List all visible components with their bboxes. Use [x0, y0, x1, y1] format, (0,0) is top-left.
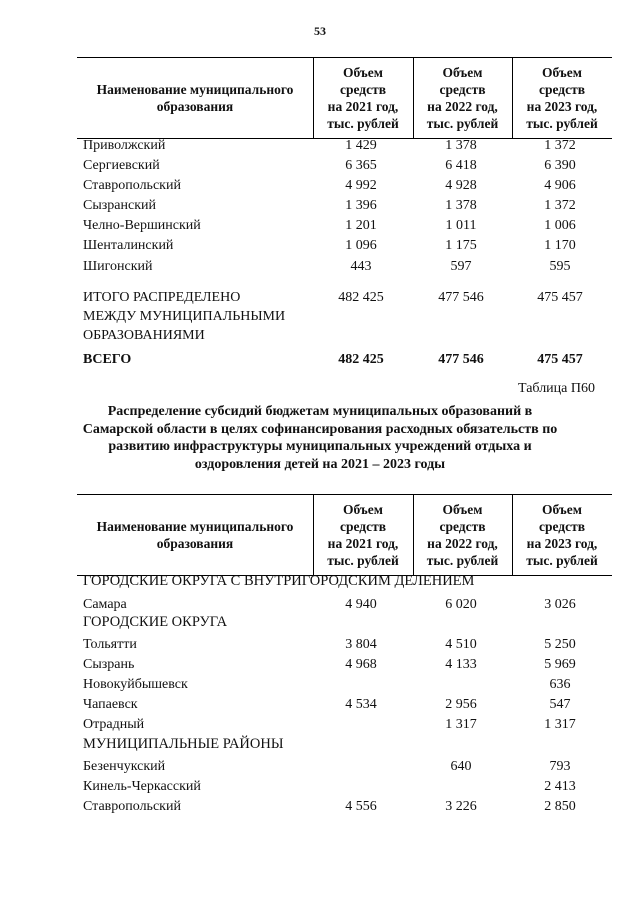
row-value-2023: 547	[549, 697, 571, 712]
section-title: ГОРОДСКИЕ ОКРУГА	[83, 614, 228, 630]
row-value-2022: 2 956	[445, 697, 477, 712]
row-value-2023: 595	[549, 259, 571, 274]
row-value-2021: 4 940	[345, 597, 377, 612]
row-value-2022: 640	[450, 759, 472, 774]
page-number: 53	[314, 24, 326, 38]
section-title: МУНИЦИПАЛЬНЫЕ РАЙОНЫ	[83, 736, 284, 752]
table-row	[0, 757, 640, 777]
table-row	[0, 777, 640, 797]
row-value-2022: 4 510	[445, 637, 477, 652]
row-name: Челно-Вершинский	[83, 218, 201, 233]
row-value-2022: 597	[450, 259, 472, 274]
row-value-2022: 6 418	[445, 158, 477, 173]
row-value-2022: 4 928	[445, 178, 477, 193]
row-value-2021: 4 992	[345, 178, 377, 193]
table-row	[0, 136, 640, 156]
row-value-2021: 4 556	[345, 799, 377, 814]
table-row	[0, 257, 640, 277]
row-value-2023: 6 390	[544, 158, 576, 173]
table-row	[0, 216, 640, 236]
table2-title	[60, 403, 580, 473]
itogo-label-line2: МЕЖДУ МУНИЦИПАЛЬНЫМИ	[83, 309, 286, 324]
table2-header-2022: Объем средств на 2022 год, тыс. рублей	[426, 502, 499, 568]
table2-header-2023: Объем средств на 2023 год, тыс. рублей	[526, 502, 598, 568]
row-value-2022: 4 133	[445, 657, 477, 672]
row-value-2021: 1 201	[345, 218, 377, 233]
row-name: Ставропольский	[83, 799, 181, 814]
row-value-2021: 4 968	[345, 657, 377, 672]
row-value-2022: 1 011	[445, 218, 477, 233]
row-value-2021: 3 804	[345, 637, 377, 652]
table1-header-2021: Объем средств на 2021 год, тыс. рублей	[327, 65, 399, 131]
row-value-2023: 793	[549, 759, 571, 774]
table1-header-2022: Объем средств на 2022 год, тыс. рублей	[426, 65, 499, 131]
row-value-2023: 3 026	[544, 597, 576, 612]
table-row	[0, 196, 640, 216]
row-value-2023: 5 250	[544, 637, 576, 652]
itogo-label-line1: ИТОГО РАСПРЕДЕЛЕНО	[83, 290, 241, 305]
itogo-value-2022: 477 546	[438, 290, 484, 305]
itogo-row	[0, 288, 640, 308]
row-value-2023: 1 372	[544, 198, 576, 213]
table-row	[0, 695, 640, 715]
row-value-2023: 1 170	[544, 238, 576, 253]
total-value-2021: 482 425	[338, 352, 384, 367]
row-value-2023: 4 906	[544, 178, 576, 193]
title-line: оздоровления детей на 2021 – 2023 годы	[194, 456, 446, 472]
row-value-2022: 1 317	[445, 717, 477, 732]
row-value-2023: 1 317	[544, 717, 576, 732]
total-value-2022: 477 546	[438, 352, 484, 367]
row-value-2021: 443	[350, 259, 372, 274]
title-line: Распределение субсидий бюджетам муниципальных образований в	[107, 404, 533, 419]
row-name: Самара	[83, 597, 127, 612]
title-line: Самарской области в целях софинансирования расходных обязательств по	[82, 421, 558, 437]
row-name: Сызрань	[83, 657, 135, 672]
table1-header	[77, 57, 612, 139]
row-value-2021: 1 429	[345, 138, 377, 153]
row-value-2023: 1 006	[544, 218, 576, 233]
table-row	[0, 675, 640, 695]
table-caption: Таблица П60	[518, 381, 595, 396]
row-value-2022: 1 378	[445, 138, 477, 153]
table2-header-2021: Объем средств на 2021 год, тыс. рублей	[327, 502, 399, 568]
row-name: Кинель-Черкасский	[83, 779, 201, 794]
section-title: ГОРОДСКИЕ ОКРУГА С ВНУТРИГОРОДСКИМ ДЕЛЕНИЕМ	[83, 573, 475, 589]
table2-header	[77, 494, 612, 576]
itogo-label-line3: ОБРАЗОВАНИЯМИ	[83, 328, 205, 343]
row-name: Приволжский	[83, 138, 166, 153]
row-value-2023: 5 969	[544, 657, 576, 672]
table-row	[0, 797, 640, 817]
row-value-2021: 6 365	[345, 158, 377, 173]
row-name: Шенталинский	[83, 238, 174, 253]
itogo-value-2023: 475 457	[537, 290, 583, 305]
table-row	[0, 635, 640, 655]
row-name: Ставропольский	[83, 178, 181, 193]
table1-header-name: Наименование муниципального образования	[96, 82, 294, 114]
row-value-2023: 1 372	[544, 138, 576, 153]
row-name: Шигонский	[83, 259, 153, 274]
table2-header-name: Наименование муниципального образования	[96, 519, 294, 551]
row-name: Отрадный	[83, 717, 145, 732]
row-value-2021: 4 534	[345, 697, 377, 712]
total-label: ВСЕГО	[83, 352, 132, 367]
table1-header-2023: Объем средств на 2023 год, тыс. рублей	[526, 65, 598, 131]
table-row	[0, 156, 640, 176]
row-value-2023: 2 413	[544, 779, 576, 794]
row-name: Безенчукский	[83, 759, 166, 774]
row-name: Тольятти	[83, 637, 137, 652]
row-value-2023: 636	[549, 677, 571, 692]
row-value-2021: 1 096	[345, 238, 377, 253]
table-row	[0, 715, 640, 735]
title-line: развитию инфраструктуры муниципальных учреждений отдыха и	[108, 439, 532, 454]
total-row	[0, 350, 640, 370]
row-value-2022: 6 020	[445, 597, 477, 612]
itogo-value-2021: 482 425	[338, 290, 384, 305]
itogo-row-cont	[0, 307, 640, 327]
row-name: Чапаевск	[83, 697, 138, 712]
row-name: Сергиевский	[83, 158, 160, 173]
table-row	[0, 176, 640, 196]
itogo-row-cont	[0, 326, 640, 346]
row-value-2022: 3 226	[445, 799, 477, 814]
row-name: Сызранский	[83, 198, 156, 213]
table-row	[0, 595, 640, 615]
row-value-2022: 1 378	[445, 198, 477, 213]
table-row	[0, 236, 640, 256]
row-value-2022: 1 175	[445, 238, 477, 253]
table-row	[0, 655, 640, 675]
row-name: Новокуйбышевск	[83, 677, 188, 692]
row-value-2021: 1 396	[345, 198, 377, 213]
row-value-2023: 2 850	[544, 799, 576, 814]
total-value-2023: 475 457	[537, 352, 583, 367]
